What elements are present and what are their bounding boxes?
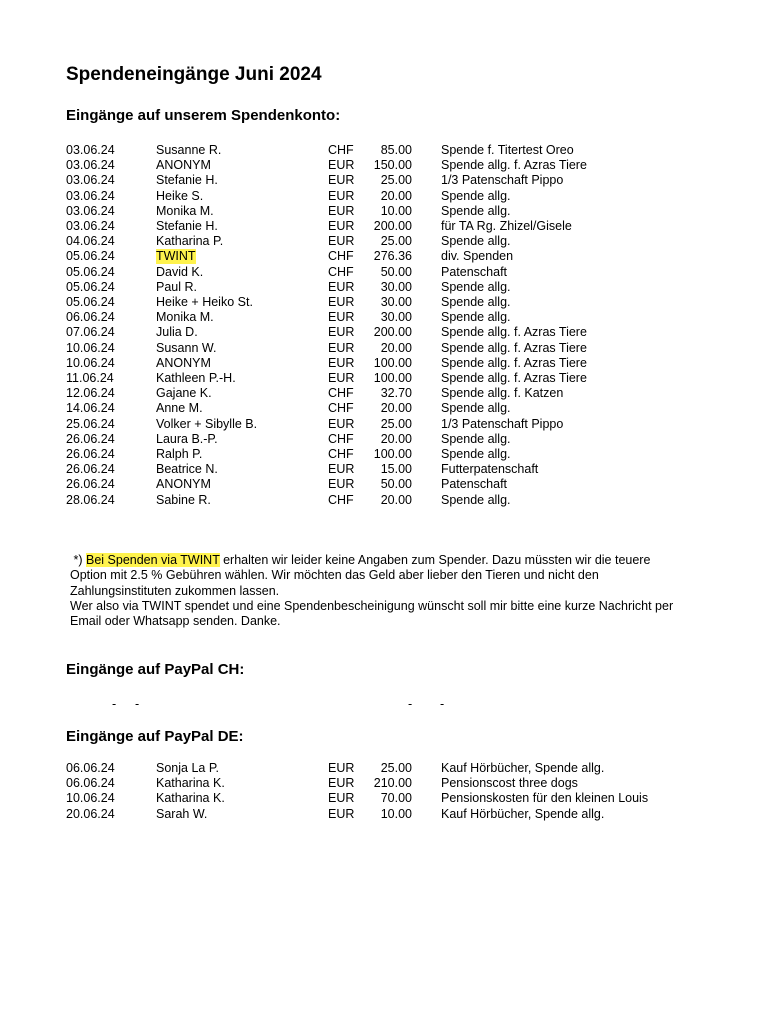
note-line-5: Email oder Whatsapp senden. Danke. xyxy=(70,614,281,629)
row-currency: EUR xyxy=(328,806,355,821)
row-description: Spende allg. f. Azras Tiere xyxy=(441,325,587,340)
row-date: 04.06.24 xyxy=(66,234,115,249)
row-currency: EUR xyxy=(328,371,355,385)
row-date: 20.06.24 xyxy=(66,806,115,821)
table-row xyxy=(0,791,765,806)
row-donor: Susanne R. xyxy=(156,143,222,157)
row-amount: 276.36 xyxy=(373,249,412,264)
row-currency: EUR xyxy=(328,462,355,477)
section-heading-paypal-ch: Eingänge auf PayPal CH: xyxy=(66,661,245,678)
row-amount: 200.00 xyxy=(373,325,412,340)
row-currency: EUR xyxy=(328,791,355,806)
paypal-ch-placeholder: - xyxy=(135,697,140,711)
row-amount: 50.00 xyxy=(380,264,412,279)
table-row xyxy=(0,280,765,295)
row-donor: Katharina K. xyxy=(156,776,225,791)
row-amount: 70.00 xyxy=(380,791,412,806)
row-description: Spende allg. xyxy=(441,431,511,446)
row-donor: Heike S. xyxy=(156,188,204,203)
row-amount: 10.00 xyxy=(380,806,412,821)
note-line-2: Option mit 2.5 % Gebühren wählen. Wir möchten das Geld aber lieber den Tieren und nicht den xyxy=(70,568,599,583)
row-amount: 50.00 xyxy=(380,477,412,492)
row-description: Kauf Hörbücher, Spende allg. xyxy=(441,761,605,775)
row-currency: CHF xyxy=(328,492,354,507)
row-amount: 25.00 xyxy=(380,173,412,188)
twint-note xyxy=(70,553,730,629)
row-amount: 100.00 xyxy=(373,447,412,461)
row-currency: CHF xyxy=(328,401,354,416)
row-description: Patenschaft xyxy=(441,477,508,492)
row-amount: 100.00 xyxy=(373,371,412,385)
row-date: 03.06.24 xyxy=(66,219,115,233)
row-description: Spende allg. xyxy=(441,279,511,294)
table-row xyxy=(0,249,765,264)
row-amount: 20.00 xyxy=(380,340,412,355)
table-row xyxy=(0,371,765,386)
table-row xyxy=(0,310,765,325)
row-description: 1/3 Patenschaft Pippo xyxy=(441,416,564,431)
table-row xyxy=(0,417,765,432)
paypal-ch-placeholder: - xyxy=(112,697,117,711)
table-row xyxy=(0,776,765,791)
row-date: 03.06.24 xyxy=(66,173,115,188)
page-title: Spendeneingänge Juni 2024 xyxy=(66,64,322,85)
row-date: 26.06.24 xyxy=(66,447,115,461)
row-currency: EUR xyxy=(328,188,355,203)
row-date: 14.06.24 xyxy=(66,401,115,416)
row-date: 06.06.24 xyxy=(66,776,115,791)
row-amount: 200.00 xyxy=(373,219,412,233)
row-description: Spende allg. xyxy=(441,447,511,461)
row-date: 12.06.24 xyxy=(66,386,115,401)
table-row xyxy=(0,401,765,416)
row-description: Spende allg. xyxy=(441,401,511,416)
row-date: 11.06.24 xyxy=(66,371,114,385)
row-description: Spende allg. xyxy=(441,310,511,325)
table-row xyxy=(0,265,765,280)
row-donor: Stefanie H. xyxy=(156,173,218,188)
row-amount: 15.00 xyxy=(380,462,412,477)
row-currency: EUR xyxy=(328,340,355,355)
row-currency: EUR xyxy=(328,310,355,325)
row-currency: EUR xyxy=(328,173,355,188)
row-donor: Laura B.-P. xyxy=(156,431,218,446)
table-row xyxy=(0,432,765,447)
row-amount: 30.00 xyxy=(380,310,412,325)
table-row xyxy=(0,447,765,462)
row-description: Spende allg. f. Azras Tiere xyxy=(441,158,587,173)
row-amount: 20.00 xyxy=(380,401,412,416)
row-date: 26.06.24 xyxy=(66,431,115,446)
row-date: 28.06.24 xyxy=(66,492,115,507)
row-amount: 30.00 xyxy=(380,279,412,294)
row-donor: Monika M. xyxy=(156,203,214,218)
row-description: Spende allg. xyxy=(441,188,511,203)
note-line-1 xyxy=(70,553,730,568)
table-row xyxy=(0,173,765,188)
table-row xyxy=(0,219,765,234)
row-date: 10.06.24 xyxy=(66,791,115,806)
paypal-ch-placeholder: - xyxy=(408,697,413,711)
row-currency: EUR xyxy=(328,234,355,249)
row-amount: 10.00 xyxy=(380,203,412,218)
row-date: 05.06.24 xyxy=(66,249,115,264)
row-amount: 100.00 xyxy=(373,355,412,370)
row-amount: 25.00 xyxy=(380,416,412,431)
row-amount: 30.00 xyxy=(380,295,412,309)
row-date: 03.06.24 xyxy=(66,143,115,157)
table-row xyxy=(0,204,765,219)
row-description: Spende allg. xyxy=(441,203,511,218)
row-donor: Katharina P. xyxy=(156,234,224,249)
note-line-3: Zahlungsinstituten zukommen lassen. xyxy=(70,583,280,598)
row-donor: Sabine R. xyxy=(156,492,211,507)
row-donor: ANONYM xyxy=(156,355,211,370)
row-currency: CHF xyxy=(328,431,354,446)
row-amount: 20.00 xyxy=(380,431,412,446)
row-amount: 32.70 xyxy=(380,386,412,401)
section-heading-paypal-de: Eingänge auf PayPal DE: xyxy=(66,728,244,745)
row-currency: CHF xyxy=(328,143,354,157)
row-amount: 20.00 xyxy=(380,492,412,507)
row-description: Spende allg. f. Azras Tiere xyxy=(441,340,587,355)
row-description: Pensionscost three dogs xyxy=(441,776,578,791)
row-currency: EUR xyxy=(328,761,355,775)
row-description: Spende allg. f. Azras Tiere xyxy=(441,371,587,385)
row-donor: Heike + Heiko St. xyxy=(156,295,253,309)
row-description: Spende f. Titertest Oreo xyxy=(441,143,574,157)
row-currency: EUR xyxy=(328,776,355,791)
row-donor: Ralph P. xyxy=(156,447,203,461)
row-description: für TA Rg. Zhizel/Gisele xyxy=(441,219,572,233)
table-row xyxy=(0,189,765,204)
row-date: 06.06.24 xyxy=(66,310,115,325)
section-heading-spendenkonto: Eingänge auf unserem Spendenkonto: xyxy=(66,107,341,124)
row-description: div. Spenden xyxy=(441,249,514,264)
row-description: Kauf Hörbücher, Spende allg. xyxy=(441,806,605,821)
row-currency: EUR xyxy=(328,295,355,309)
row-date: 10.06.24 xyxy=(66,340,115,355)
row-description: Pensionskosten für den kleinen Louis xyxy=(441,791,649,806)
row-amount: 150.00 xyxy=(373,158,412,173)
table-row xyxy=(0,386,765,401)
row-donor: Sonja La P. xyxy=(156,761,220,775)
table-row xyxy=(0,325,765,340)
row-date: 03.06.24 xyxy=(66,188,115,203)
row-date: 25.06.24 xyxy=(66,416,115,431)
row-currency: EUR xyxy=(328,279,355,294)
row-donor: Volker + Sibylle B. xyxy=(156,416,258,431)
row-donor: David K. xyxy=(156,264,204,279)
table-row xyxy=(0,143,765,158)
row-currency: EUR xyxy=(328,325,355,340)
note-line-4: Wer also via TWINT spendet und eine Spendenbescheinigung wünscht soll mir bitte eine kurze Nachricht per xyxy=(70,598,674,613)
row-date: 06.06.24 xyxy=(66,761,115,775)
row-amount: 25.00 xyxy=(380,234,412,249)
row-donor: Monika M. xyxy=(156,310,214,325)
row-date: 05.06.24 xyxy=(66,295,115,309)
table-row xyxy=(0,356,765,371)
table-row xyxy=(0,493,765,508)
row-date: 07.06.24 xyxy=(66,325,115,340)
row-amount: 85.00 xyxy=(380,143,412,157)
row-description: Spende allg. xyxy=(441,295,511,309)
row-currency: EUR xyxy=(328,158,355,173)
row-donor: Susann W. xyxy=(156,340,217,355)
note-highlight: Bei Spenden via TWINT xyxy=(85,553,220,567)
row-description: Patenschaft xyxy=(441,264,508,279)
note-line-1-rest: erhalten wir leider keine Angaben zum Spender. Dazu müssten wir die teuere xyxy=(219,553,651,567)
row-date: 03.06.24 xyxy=(66,158,115,173)
row-description: 1/3 Patenschaft Pippo xyxy=(441,173,564,188)
row-donor: Sarah W. xyxy=(156,806,208,821)
row-date: 05.06.24 xyxy=(66,264,115,279)
row-donor: ANONYM xyxy=(156,158,211,173)
row-currency: EUR xyxy=(328,416,355,431)
row-amount: 210.00 xyxy=(373,776,412,791)
row-description: Spende allg. f. Azras Tiere xyxy=(441,355,587,370)
row-donor: Beatrice N. xyxy=(156,462,218,477)
row-currency: CHF xyxy=(328,386,354,401)
row-date: 10.06.24 xyxy=(66,355,115,370)
row-description: Spende allg. xyxy=(441,234,511,249)
row-currency: CHF xyxy=(328,264,354,279)
row-currency: EUR xyxy=(328,219,355,233)
table-row xyxy=(0,234,765,249)
row-amount: 25.00 xyxy=(380,761,412,775)
row-donor: Katharina K. xyxy=(156,791,225,806)
row-donor: ANONYM xyxy=(156,477,211,492)
table-row xyxy=(0,761,765,776)
row-date: 05.06.24 xyxy=(66,279,115,294)
row-date: 26.06.24 xyxy=(66,462,115,477)
row-currency: EUR xyxy=(328,477,355,492)
row-currency: CHF xyxy=(328,447,354,461)
row-date: 26.06.24 xyxy=(66,477,115,492)
table-row xyxy=(0,341,765,356)
row-donor: Julia D. xyxy=(156,325,198,340)
table-row xyxy=(0,477,765,492)
row-donor: Paul R. xyxy=(156,279,197,294)
note-prefix: *) xyxy=(70,553,86,567)
row-amount: 20.00 xyxy=(380,188,412,203)
row-currency: EUR xyxy=(328,355,355,370)
row-currency: CHF xyxy=(328,249,354,264)
row-donor: Gajane K. xyxy=(156,386,212,401)
row-currency: EUR xyxy=(328,203,355,218)
row-description: Futterpatenschaft xyxy=(441,462,539,477)
row-donor: Kathleen P.-H. xyxy=(156,371,236,385)
paypal-ch-placeholder: - xyxy=(440,697,445,711)
table-row xyxy=(0,158,765,173)
row-donor: Stefanie H. xyxy=(156,219,218,233)
table-row xyxy=(0,295,765,310)
row-description: Spende allg. xyxy=(441,492,511,507)
row-donor: TWINT xyxy=(156,249,196,264)
table-row xyxy=(0,807,765,822)
row-description: Spende allg. f. Katzen xyxy=(441,386,564,401)
row-date: 03.06.24 xyxy=(66,203,115,218)
row-donor: Anne M. xyxy=(156,401,203,416)
table-row xyxy=(0,462,765,477)
